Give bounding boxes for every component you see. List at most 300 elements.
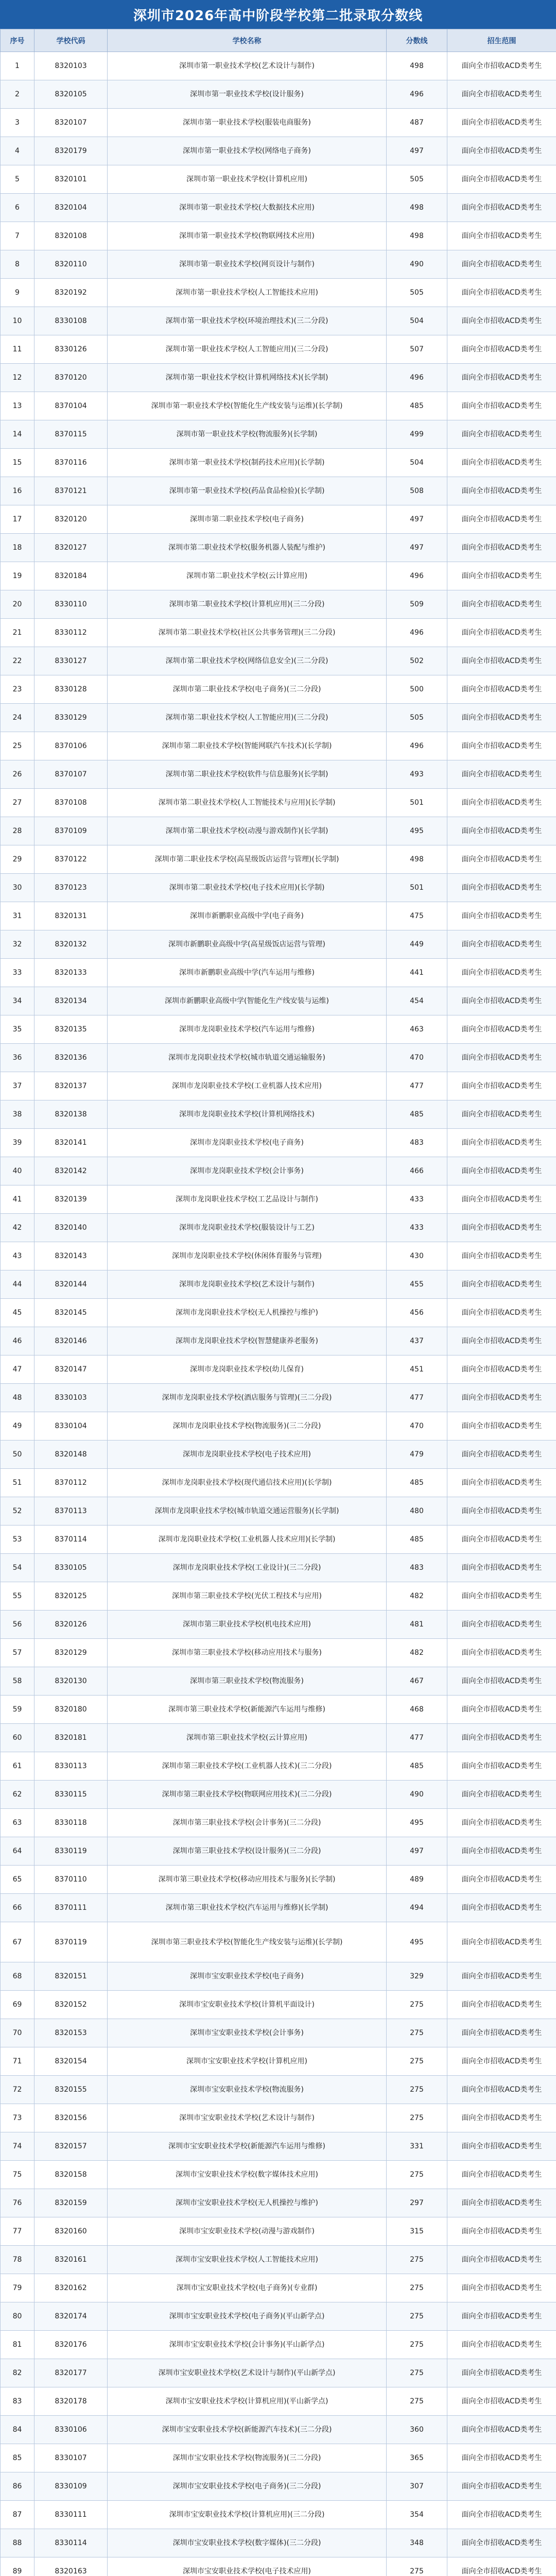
table-row [1,817,556,845]
row-school-code: 8320139 [34,1185,108,1214]
row-school-name: 深圳市第三职业技术学校(光伏工程技术与应用) [108,1582,387,1611]
row-seq: 44 [1,1270,34,1299]
row-enrollment-range: 面向全市招收ACD类考生 [447,2161,556,2189]
row-school-code: 8330115 [34,1781,108,1809]
row-score-line: 483 [387,1554,447,1582]
row-seq: 22 [1,647,34,675]
row-school-code: 8330128 [34,675,108,704]
row-seq: 51 [1,1469,34,1497]
row-school-code: 8370106 [34,732,108,760]
row-school-code: 8320174 [34,2302,108,2331]
table-row [1,1497,556,1526]
table-row [1,874,556,902]
table-row [1,619,556,647]
row-school-name: 深圳市宝安职业技术学校(会计事务) [108,2019,387,2047]
row-score-line: 456 [387,1299,447,1327]
table-row [1,1554,556,1582]
row-score-line: 485 [387,1469,447,1497]
row-score-line: 496 [387,619,447,647]
row-score-line: 480 [387,1497,447,1526]
table-row [1,562,556,590]
table-row [1,1639,556,1667]
row-enrollment-range: 面向全市招收ACD类考生 [447,2047,556,2076]
table-row [1,2302,556,2331]
row-school-name: 深圳市第二职业技术学校(智能网联汽车技术)(长学制) [108,732,387,760]
row-school-code: 8370121 [34,477,108,505]
row-score-line: 497 [387,505,447,534]
table-row [1,1384,556,1412]
row-score-line: 490 [387,250,447,279]
row-seq: 36 [1,1044,34,1072]
row-score-line: 463 [387,1015,447,1044]
row-seq: 39 [1,1129,34,1157]
row-seq: 89 [1,2557,34,2576]
row-school-name: 深圳市第二职业技术学校(网络信息安全)(三二分段) [108,647,387,675]
row-enrollment-range: 面向全市招收ACD类考生 [447,307,556,335]
row-school-code: 8320105 [34,80,108,109]
row-seq: 10 [1,307,34,335]
row-score-line: 433 [387,1185,447,1214]
row-school-name: 深圳市龙岗职业技术学校(酒店服务与管理)(三二分段) [108,1384,387,1412]
row-seq: 25 [1,732,34,760]
row-school-name: 深圳市宝安职业技术学校(计算机应用)(三二分段) [108,2501,387,2529]
row-enrollment-range: 面向全市招收ACD类考生 [447,165,556,194]
row-seq: 61 [1,1752,34,1781]
table-row [1,2019,556,2047]
row-enrollment-range: 面向全市招收ACD类考生 [447,619,556,647]
row-school-code: 8330110 [34,590,108,619]
row-seq: 58 [1,1667,34,1696]
row-school-code: 8320148 [34,1440,108,1469]
table-row [1,1894,556,1922]
row-school-code: 8370116 [34,449,108,477]
row-score-line: 498 [387,194,447,222]
row-seq: 76 [1,2189,34,2217]
row-score-line: 275 [387,2047,447,2076]
row-school-code: 8320133 [34,959,108,987]
row-school-name: 深圳市第一职业技术学校(环境治理技术)(三二分段) [108,307,387,335]
row-school-code: 8330109 [34,2472,108,2501]
row-score-line: 275 [387,2104,447,2132]
row-enrollment-range: 面向全市招收ACD类考生 [447,449,556,477]
row-school-name: 深圳市第三职业技术学校(机电技术应用) [108,1611,387,1639]
row-score-line: 360 [387,2416,447,2444]
row-school-code: 8320138 [34,1100,108,1129]
row-school-name: 深圳市龙岗职业技术学校(工业机器人技术应用) [108,1072,387,1100]
row-score-line: 504 [387,449,447,477]
table-row [1,1044,556,1072]
row-score-line: 490 [387,1781,447,1809]
row-school-name: 深圳市第二职业技术学校(人工智能应用)(三二分段) [108,704,387,732]
table-row [1,2331,556,2359]
row-school-code: 8330106 [34,2416,108,2444]
row-school-code: 8320153 [34,2019,108,2047]
row-school-name: 深圳市宝安职业技术学校(电子商务)(专业群) [108,2274,387,2302]
row-school-name: 深圳市宝安职业技术学校(艺术设计与制作)(平山新学点) [108,2359,387,2387]
row-seq: 78 [1,2246,34,2274]
table-row [1,449,556,477]
row-score-line: 496 [387,364,447,392]
row-seq: 87 [1,2501,34,2529]
table-row [1,2104,556,2132]
header-enrollment-range: 招生范围 [447,29,556,52]
row-school-code: 8320155 [34,2076,108,2104]
row-score-line: 441 [387,959,447,987]
table-row [1,704,556,732]
row-school-name: 深圳市龙岗职业技术学校(智慧健康养老服务) [108,1327,387,1355]
row-school-code: 8320158 [34,2161,108,2189]
row-school-name: 深圳市第三职业技术学校(汽车运用与维修)(长学制) [108,1894,387,1922]
row-school-code: 8320178 [34,2387,108,2416]
row-score-line: 508 [387,477,447,505]
row-school-name: 深圳市宝安职业技术学校(数字媒体技术应用) [108,2161,387,2189]
table-row [1,1611,556,1639]
table-row [1,1962,556,1991]
row-seq: 7 [1,222,34,250]
row-score-line: 329 [387,1962,447,1991]
row-score-line: 496 [387,562,447,590]
row-score-line: 354 [387,2501,447,2529]
row-seq: 28 [1,817,34,845]
row-enrollment-range: 面向全市招收ACD类考生 [447,2444,556,2472]
row-seq: 8 [1,250,34,279]
row-school-code: 8370110 [34,1866,108,1894]
row-school-name: 深圳市第二职业技术学校(服务机器人装配与维护) [108,534,387,562]
row-school-code: 8320120 [34,505,108,534]
row-school-name: 深圳市第三职业技术学校(设计服务)(三二分段) [108,1837,387,1866]
row-school-code: 8320146 [34,1327,108,1355]
row-enrollment-range: 面向全市招收ACD类考生 [447,1582,556,1611]
row-seq: 72 [1,2076,34,2104]
table-row [1,1129,556,1157]
row-school-code: 8330114 [34,2529,108,2557]
row-seq: 2 [1,80,34,109]
row-enrollment-range: 面向全市招收ACD类考生 [447,2019,556,2047]
row-score-line: 504 [387,307,447,335]
row-enrollment-range: 面向全市招收ACD类考生 [447,789,556,817]
row-enrollment-range: 面向全市招收ACD类考生 [447,987,556,1015]
table-row [1,2076,556,2104]
row-school-code: 8320159 [34,2189,108,2217]
row-score-line: 466 [387,1157,447,1185]
row-score-line: 275 [387,2387,447,2416]
table-row [1,1781,556,1809]
row-enrollment-range: 面向全市招收ACD类考生 [447,392,556,420]
row-seq: 60 [1,1724,34,1752]
row-seq: 63 [1,1809,34,1837]
row-school-code: 8370115 [34,420,108,449]
table-row [1,987,556,1015]
table-row [1,194,556,222]
row-score-line: 477 [387,1724,447,1752]
table-row [1,80,556,109]
table-row [1,1242,556,1270]
table-row [1,2472,556,2501]
row-seq: 27 [1,789,34,817]
row-enrollment-range: 面向全市招收ACD类考生 [447,1639,556,1667]
table-row [1,109,556,137]
table-row [1,364,556,392]
row-enrollment-range: 面向全市招收ACD类考生 [447,222,556,250]
row-seq: 26 [1,760,34,789]
row-school-name: 深圳市第一职业技术学校(人工智能技术应用) [108,279,387,307]
row-score-line: 275 [387,2246,447,2274]
row-school-code: 8320126 [34,1611,108,1639]
row-seq: 23 [1,675,34,704]
table-row [1,1072,556,1100]
table-row [1,1667,556,1696]
row-enrollment-range: 面向全市招收ACD类考生 [447,279,556,307]
row-enrollment-range: 面向全市招收ACD类考生 [447,1866,556,1894]
row-seq: 68 [1,1962,34,1991]
row-school-name: 深圳市宝安职业技术学校(新能源汽车运用与维修) [108,2132,387,2161]
row-score-line: 297 [387,2189,447,2217]
table-row [1,1752,556,1781]
row-school-name: 深圳市宝安职业技术学校(无人机操控与维护) [108,2189,387,2217]
row-score-line: 437 [387,1327,447,1355]
row-school-name: 深圳市龙岗职业技术学校(城市轨道交通运输服务) [108,1044,387,1072]
header-school-name: 学校名称 [108,29,387,52]
row-score-line: 275 [387,2019,447,2047]
row-score-line: 454 [387,987,447,1015]
row-seq: 35 [1,1015,34,1044]
row-school-name: 深圳市宝安职业技术学校(物流服务) [108,2076,387,2104]
row-seq: 77 [1,2217,34,2246]
row-seq: 67 [1,1922,34,1962]
row-seq: 15 [1,449,34,477]
row-score-line: 500 [387,675,447,704]
row-school-code: 8320125 [34,1582,108,1611]
row-school-name: 深圳市龙岗职业技术学校(汽车运用与维修) [108,1015,387,1044]
table-row [1,2132,556,2161]
row-score-line: 496 [387,80,447,109]
row-school-name: 深圳市第一职业技术学校(艺术设计与制作) [108,52,387,80]
row-score-line: 495 [387,817,447,845]
row-enrollment-range: 面向全市招收ACD类考生 [447,1667,556,1696]
row-score-line: 483 [387,1129,447,1157]
table-row [1,2217,556,2246]
table-row [1,505,556,534]
row-school-name: 深圳市第一职业技术学校(服装电商服务) [108,109,387,137]
row-score-line: 498 [387,845,447,874]
row-seq: 48 [1,1384,34,1412]
row-score-line: 275 [387,2331,447,2359]
table-row [1,675,556,704]
row-school-code: 8370108 [34,789,108,817]
table-row [1,1991,556,2019]
row-enrollment-range: 面向全市招收ACD类考生 [447,2104,556,2132]
row-school-code: 8320127 [34,534,108,562]
row-enrollment-range: 面向全市招收ACD类考生 [447,2076,556,2104]
table-row [1,2557,556,2576]
row-seq: 17 [1,505,34,534]
row-enrollment-range: 面向全市招收ACD类考生 [447,2387,556,2416]
row-enrollment-range: 面向全市招收ACD类考生 [447,2416,556,2444]
row-school-name: 深圳市宝安职业技术学校(新能源汽车技术)(三二分段) [108,2416,387,2444]
row-school-code: 8370122 [34,845,108,874]
row-seq: 31 [1,902,34,930]
row-school-name: 深圳市第二职业技术学校(社区公共事务管理)(三二分段) [108,619,387,647]
row-score-line: 470 [387,1044,447,1072]
table-row [1,250,556,279]
row-seq: 6 [1,194,34,222]
table-row [1,1327,556,1355]
row-score-line: 275 [387,1991,447,2019]
row-seq: 34 [1,987,34,1015]
row-enrollment-range: 面向全市招收ACD类考生 [447,1384,556,1412]
row-score-line: 495 [387,1809,447,1837]
row-seq: 50 [1,1440,34,1469]
row-enrollment-range: 面向全市招收ACD类考生 [447,1752,556,1781]
row-school-code: 8320192 [34,279,108,307]
row-school-name: 深圳市宝安职业技术学校(物流服务)(三二分段) [108,2444,387,2472]
row-score-line: 509 [387,590,447,619]
table-row [1,2359,556,2387]
table-row [1,2274,556,2302]
row-school-name: 深圳市宝安职业技术学校(人工智能技术应用) [108,2246,387,2274]
row-school-code: 8320143 [34,1242,108,1270]
row-seq: 71 [1,2047,34,2076]
row-seq: 16 [1,477,34,505]
row-seq: 81 [1,2331,34,2359]
row-school-name: 深圳市第一职业技术学校(物流服务)(长学制) [108,420,387,449]
row-school-name: 深圳市龙岗职业技术学校(会计事务) [108,1157,387,1185]
row-seq: 74 [1,2132,34,2161]
row-enrollment-range: 面向全市招收ACD类考生 [447,1327,556,1355]
table-row [1,279,556,307]
row-enrollment-range: 面向全市招收ACD类考生 [447,1781,556,1809]
table-row [1,902,556,930]
row-seq: 11 [1,335,34,364]
row-seq: 85 [1,2444,34,2472]
row-enrollment-range: 面向全市招收ACD类考生 [447,364,556,392]
table-row [1,2387,556,2416]
row-seq: 66 [1,1894,34,1922]
row-school-name: 深圳市第一职业技术学校(计算机应用) [108,165,387,194]
row-seq: 49 [1,1412,34,1440]
row-seq: 83 [1,2387,34,2416]
row-seq: 84 [1,2416,34,2444]
row-school-code: 8320162 [34,2274,108,2302]
row-school-code: 8320142 [34,1157,108,1185]
row-score-line: 275 [387,2359,447,2387]
row-school-name: 深圳市第一职业技术学校(人工智能应用)(三二分段) [108,335,387,364]
row-enrollment-range: 面向全市招收ACD类考生 [447,902,556,930]
row-school-code: 8320151 [34,1962,108,1991]
row-school-name: 深圳市第二职业技术学校(动漫与游戏制作)(长学制) [108,817,387,845]
row-school-code: 8320177 [34,2359,108,2387]
row-score-line: 505 [387,279,447,307]
row-seq: 21 [1,619,34,647]
row-seq: 41 [1,1185,34,1214]
row-enrollment-range: 面向全市招收ACD类考生 [447,590,556,619]
row-school-name: 深圳市第二职业技术学校(电子技术应用)(长学制) [108,874,387,902]
row-school-name: 深圳市第一职业技术学校(网页设计与制作) [108,250,387,279]
row-school-code: 8330119 [34,1837,108,1866]
table-row [1,1214,556,1242]
row-score-line: 455 [387,1270,447,1299]
row-score-line: 497 [387,534,447,562]
row-school-code: 8330105 [34,1554,108,1582]
row-enrollment-range: 面向全市招收ACD类考生 [447,1015,556,1044]
row-score-line: 493 [387,760,447,789]
row-school-code: 8320136 [34,1044,108,1072]
table-row [1,534,556,562]
table-row [1,2189,556,2217]
row-school-code: 8370109 [34,817,108,845]
row-seq: 64 [1,1837,34,1866]
row-school-code: 8320108 [34,222,108,250]
table-row [1,732,556,760]
row-enrollment-range: 面向全市招收ACD类考生 [447,1554,556,1582]
row-seq: 73 [1,2104,34,2132]
row-school-code: 8370104 [34,392,108,420]
table-row [1,930,556,959]
row-enrollment-range: 面向全市招收ACD类考生 [447,1440,556,1469]
row-school-code: 8320103 [34,52,108,80]
table-row [1,2501,556,2529]
row-school-name: 深圳市龙岗职业技术学校(城市轨道交通运营服务)(长学制) [108,1497,387,1526]
row-school-name: 深圳市龙岗职业技术学校(艺术设计与制作) [108,1270,387,1299]
row-school-name: 深圳市第三职业技术学校(物联网应用技术)(三二分段) [108,1781,387,1809]
row-score-line: 497 [387,1837,447,1866]
row-school-code: 8320154 [34,2047,108,2076]
row-school-name: 深圳市第三职业技术学校(会计事务)(三二分段) [108,1809,387,1837]
row-score-line: 502 [387,647,447,675]
row-score-line: 275 [387,2076,447,2104]
row-score-line: 501 [387,789,447,817]
row-school-name: 深圳市第二职业技术学校(云计算应用) [108,562,387,590]
row-score-line: 501 [387,874,447,902]
row-school-name: 深圳市新鹏职业高级中学(高星级饭店运营与管理) [108,930,387,959]
row-school-name: 深圳市第二职业技术学校(软件与信息服务)(长学制) [108,760,387,789]
row-seq: 69 [1,1991,34,2019]
table-row [1,477,556,505]
row-enrollment-range: 面向全市招收ACD类考生 [447,420,556,449]
row-seq: 52 [1,1497,34,1526]
row-enrollment-range: 面向全市招收ACD类考生 [447,704,556,732]
row-score-line: 496 [387,732,447,760]
row-score-line: 467 [387,1667,447,1696]
row-school-name: 深圳市第一职业技术学校(物联网技术应用) [108,222,387,250]
table-row [1,52,556,80]
row-enrollment-range: 面向全市招收ACD类考生 [447,2557,556,2576]
row-score-line: 485 [387,1100,447,1129]
row-school-name: 深圳市第二职业技术学校(计算机应用)(三二分段) [108,590,387,619]
row-school-code: 8330108 [34,307,108,335]
table-row [1,307,556,335]
row-score-line: 275 [387,2274,447,2302]
row-score-line: 498 [387,222,447,250]
table-row [1,1724,556,1752]
row-enrollment-range: 面向全市招收ACD类考生 [447,1991,556,2019]
row-enrollment-range: 面向全市招收ACD类考生 [447,335,556,364]
row-school-name: 深圳市第一职业技术学校(设计服务) [108,80,387,109]
row-school-name: 深圳市龙岗职业技术学校(工业设计)(三二分段) [108,1554,387,1582]
row-enrollment-range: 面向全市招收ACD类考生 [447,505,556,534]
row-seq: 3 [1,109,34,137]
row-seq: 24 [1,704,34,732]
row-school-name: 深圳市宝安职业技术学校(会计事务)(平山新学点) [108,2331,387,2359]
table-row [1,335,556,364]
table-row [1,2047,556,2076]
row-seq: 82 [1,2359,34,2387]
row-enrollment-range: 面向全市招收ACD类考生 [447,732,556,760]
row-enrollment-range: 面向全市招收ACD类考生 [447,1497,556,1526]
row-school-name: 深圳市第二职业技术学校(高星级饭店运营与管理)(长学制) [108,845,387,874]
row-seq: 19 [1,562,34,590]
row-seq: 55 [1,1582,34,1611]
